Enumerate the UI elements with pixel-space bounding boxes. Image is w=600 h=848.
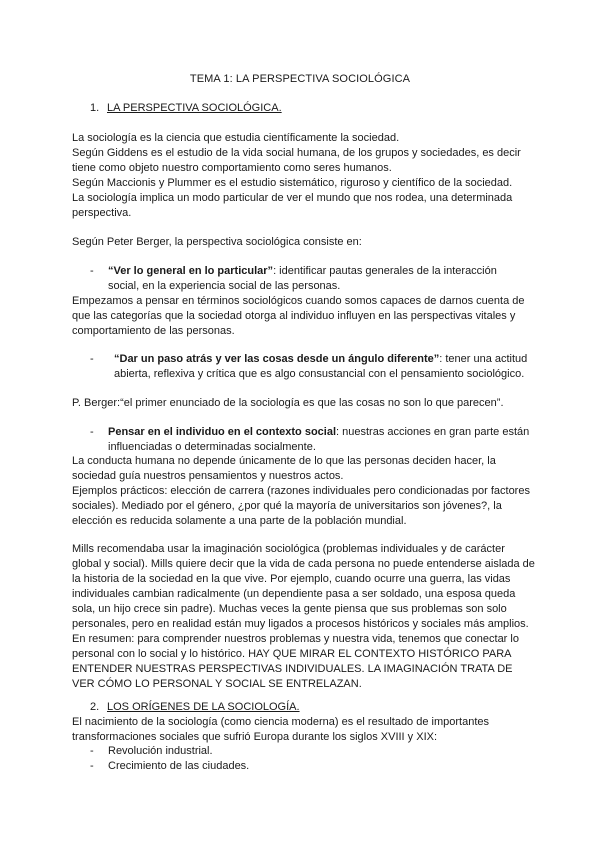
bullet-2-dash: -: [90, 353, 94, 365]
intro-line-1: La sociología es la ciencia que estudia científicamente la sociedad.: [72, 132, 400, 144]
bullet-1-dash: -: [90, 265, 94, 277]
origins-text: El nacimiento de la sociología (como ciencia moderna) es el resultado de importantes transformaciones sociales que sufrió Europa durante los siglos XVIII y XIX:: [72, 716, 489, 743]
bullet-3-dash: -: [90, 426, 94, 438]
bullet-2-follow-text: P. Berger:“el primer enunciado de la sociología es que las cosas no son lo que parecen”.: [72, 397, 504, 409]
list-item: [90, 744, 530, 759]
list-item-dash: -: [90, 760, 94, 772]
bullet-3-follow-text: La conducta humana no depende únicamente de lo que las personas deciden hacer, la sociedad guía nuestros pensamientos y nuestros actos.: [72, 455, 496, 482]
bullet-3-text: : nuestras acciones en gran parte están influenciadas o determinadas socialmente.: [108, 426, 530, 453]
bullet-2-follow: [72, 396, 537, 411]
bullet-1-follow-text: Empezamos a pensar en términos sociológicos cuando somos capaces de darnos cuenta de que las categorías que la sociedad otorga al individuo influyen en las perspectivas vitales y comportamiento de las personas.: [72, 295, 525, 337]
section-1-number: 1.: [90, 102, 100, 114]
bullet-1-bold: “Ver lo general en lo particular”: [108, 265, 274, 277]
bullet-2-bold: “Dar un paso atrás y ver las cosas desde un ángulo diferente”: [114, 353, 440, 365]
intro-line-2: Según Giddens es el estudio de la vida social humana, de los grupos y sociedades, es decir tiene como objeto nuestro comportamiento como seres humanos.: [72, 147, 521, 174]
bullet-1: [90, 264, 530, 294]
section-1-heading: [90, 101, 282, 116]
list-item: [90, 759, 530, 774]
bullet-1-follow: [72, 294, 537, 339]
list-item-dash: -: [90, 745, 94, 757]
section-2-title: LOS ORÍGENES DE LA SOCIOLOGÍA.: [107, 701, 300, 713]
origins-paragraph: [72, 715, 537, 745]
bullet-3-follow: [72, 454, 537, 529]
bullet-2-text: : tener una actitud abierta, reflexiva y crítica que es algo consustancial con el pensamiento sociológico.: [114, 353, 528, 380]
bullet-3-bold: Pensar en el individuo en el contexto social: [108, 426, 337, 438]
bullet-1-text: : identificar pautas generales de la interacción social, en la experiencia social de las personas.: [108, 265, 497, 292]
bullet-3-follow-text-2: Ejemplos prácticos: elección de carrera (razones individuales pero condicionadas por factores sociales). Mediado por el género, ¿por qué la mayoría de universitarios son jóvenes?, la elección es reducida solamente a una parte de la población mundial.: [72, 485, 530, 527]
intro-line-3: Según Maccionis y Plummer es el estudio sistemático, riguroso y científico de la sociedad.: [72, 177, 513, 189]
bullet-2: [90, 352, 530, 382]
bullet-3: [90, 425, 530, 455]
list-item-label: Crecimiento de las ciudades.: [108, 760, 250, 772]
document-title: TEMA 1: LA PERSPECTIVA SOCIOLÓGICA: [189, 73, 411, 85]
origins-list: [90, 744, 530, 774]
section-1-title: LA PERSPECTIVA SOCIOLÓGICA.: [107, 102, 282, 114]
intro-line-4: La sociología implica un modo particular de ver el mundo que nos rodea, una determinada perspectiva.: [72, 192, 513, 219]
berger-intro-text: Según Peter Berger, la perspectiva sociológica consiste en:: [72, 236, 362, 248]
intro-block: [72, 131, 537, 221]
section-2-heading: [90, 700, 300, 715]
berger-intro: [72, 235, 537, 250]
section-2-number: 2.: [90, 701, 100, 713]
mills-paragraph: [72, 542, 537, 692]
list-item-label: Revolución industrial.: [108, 745, 213, 757]
mills-text: Mills recomendaba usar la imaginación sociológica (problemas individuales y de carácter global y social). Mills quiere decir que la vida de cada persona no puede entenderse aislada de la historia de la sociedad en la que vive. Por ejemplo, cuando ocurre una guerra, las vidas individuales cambian radicalmente (un dependiente pasa a ser soldado, una esposa queda sola, un hijo crece sin padre). Muchas veces la gente piensa que sus problemas son solo personales, pero en realidad están muy ligados a procesos históricos y sociales más amplios. En resumen: para comprender nuestros problemas y nuestra vida, tenemos que conectar lo personal con lo social y lo histórico. HAY QUE MIRAR EL CONTEXTO HISTÓRICO PARA ENTENDER NUESTRAS PERSPECTIVAS INDIVIDUALES. LA IMAGINACIÓN TRATA DE VER CÓMO LO PERSONAL Y SOCIAL SE ENTRELAZAN.: [72, 543, 535, 690]
